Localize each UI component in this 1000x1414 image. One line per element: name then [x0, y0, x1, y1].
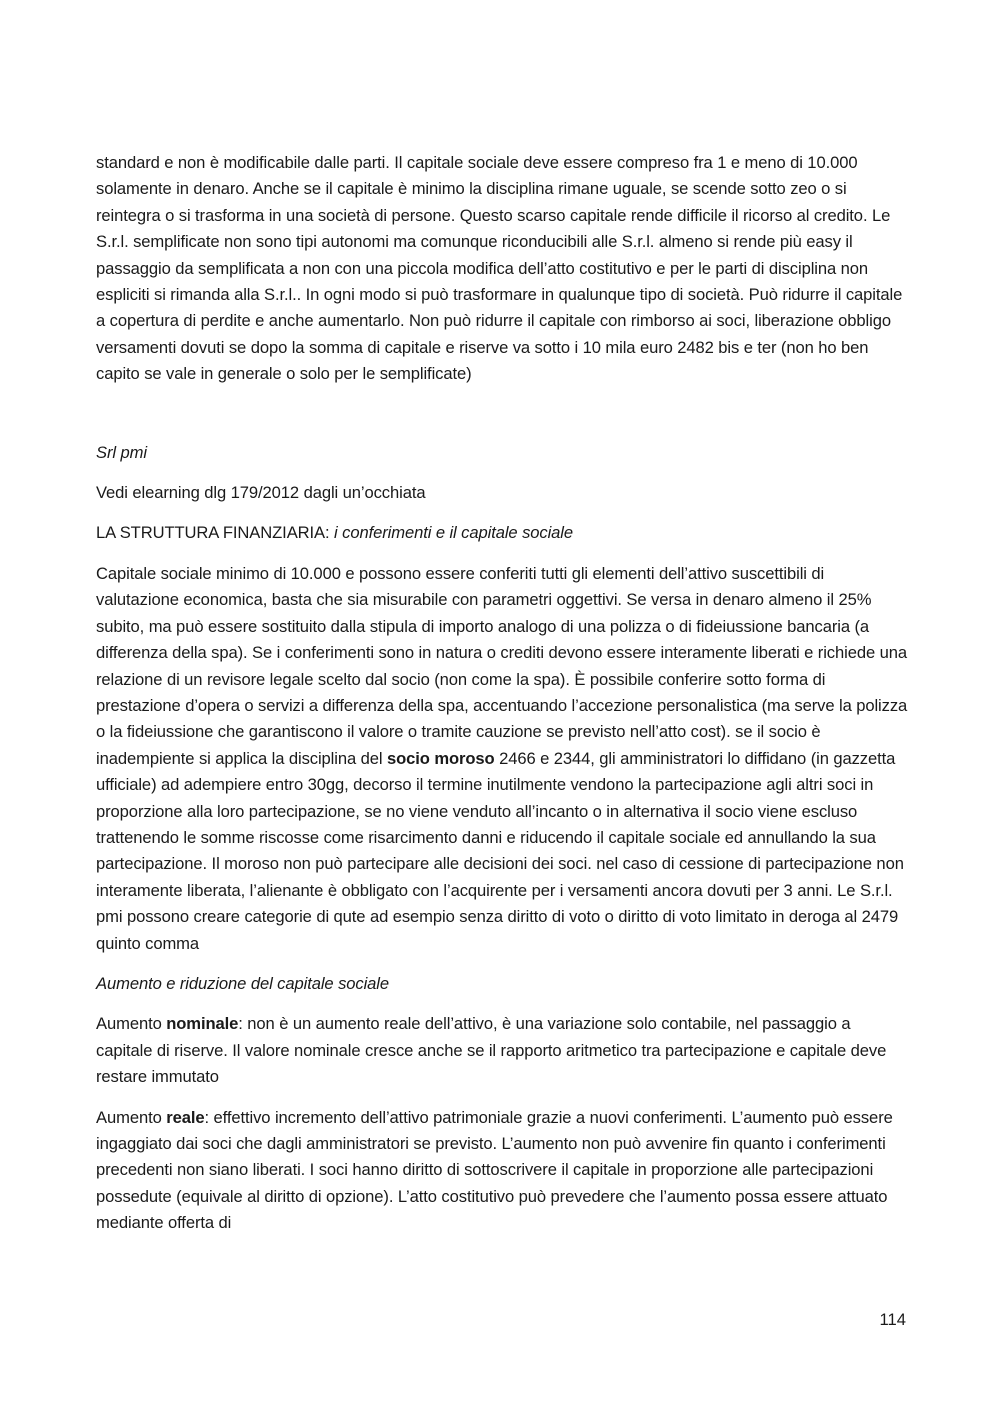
nominale-rest: : non è un aumento reale dell’attivo, è una variazione solo contabile, nel passaggio a capitale di riserve. Il valore nominale cresce anche se il rapporto aritmetico tra partecipazione e capitale deve restare immutato [96, 1014, 887, 1087]
paragraph-aumento-reale [96, 1105, 908, 1237]
paragraph-aumento-nominale [96, 1011, 908, 1090]
heading-aumento-riduzione: Aumento e riduzione del capitale sociale [96, 973, 390, 993]
heading-srl-pmi: Srl pmi [96, 442, 147, 462]
nominale-prefix: Aumento [96, 1014, 167, 1034]
spacer [96, 388, 908, 440]
spacer [96, 957, 908, 971]
page-number: 114 [879, 1310, 906, 1329]
nominale-bold: nominale [166, 1014, 239, 1034]
socio-moroso-bold: socio moroso [386, 748, 495, 768]
reale-bold: reale [166, 1107, 205, 1127]
spacer [96, 506, 908, 520]
spacer [96, 547, 908, 561]
document-page-body [96, 150, 908, 1237]
paragraph-semplificate: standard e non è modificabile dalle parti. Il capitale sociale deve essere compreso fra 1 e meno di 10.000 solamente in denaro. Anche se il capitale è minimo la disciplina rimane uguale, se scende sotto zeo o si reintegra o si trasforma in una società di persone. Questo scarso capitale rende difficile il ricorso al credito. Le S.r.l. semplificate non sono tipi autonomi ma comunque riconducibili alle S.r.l. almeno si rende più easy il passaggio da semplificata a non con una piccola modifica dell’atto costitutivo e per le parti di disciplina non espliciti si rimanda alla S.r.l.. In ogni modo si può trasformare in qualunque tipo di società. Può ridurre il capitale a copertura di perdite e anche aumentarlo. Non può ridurre il capitale con rimborso ai soci, liberazione obbligo versamenti dovuti se dopo la somma di capitale e riserve va sotto i 10 mila euro 2482 bis e ter (non ho ben capito se vale in generale o solo per le semplificate) [96, 153, 903, 384]
capitale-text-part1: Capitale sociale minimo di 10.000 e possono essere conferiti tutti gli elementi dell’attivo suscettibili di valutazione economica, basta che sia misurabile con parametri oggettivi. Se versa in denaro almeno il 25% subito, ma può essere sostituito dalla stipula di importo analogo di una polizza o di fideiussione bancaria (a differenza della spa). Se i conferimenti sono in natura o crediti devono essere interamente liberati e richiede una relazione di un revisore legale scelto dal socio (non come la spa). È possibile conferire sotto forma di prestazione d’opera o servizi a differenza della spa, accentuando l’accezione personalistica (ma serve la polizza o la fideiussione che garantiscono il valore o tramite cauzione se previsto nell’atto cost). se il socio è inadempiente si applica la disciplina del [96, 563, 908, 768]
capitale-text-part2: 2466 e 2344, gli amministratori lo diffidano (in gazzetta ufficiale) ad adempiere entro 30gg, decorso il termine inutilmente vendono la partecipazione agli altri soci in proporzione alla loro partecipazione, se no viene venduto all’incanto o in alternativa il socio viene escluso trattenendo le somme riscosse come risarcimento danni e riducendo il capitale sociale ed annullando la sua partecipazione. Il moroso non può partecipare alle decisioni dei soci. nel caso di cessione di partecipazione non interamente liberata, l’alienante è obbligato con l’acquirente per i versamenti ancora dovuti per 3 anni. Le S.r.l. pmi possono creare categorie di qute ad esempio senza diritto di voto o diritto di voto limitato in deroga al 2479 quinto comma [96, 748, 904, 953]
paragraph-capitale-sociale [96, 561, 908, 957]
spacer [96, 1091, 908, 1105]
heading-struttura-prefix: LA STRUTTURA FINANZIARIA: [96, 523, 335, 543]
reale-prefix: Aumento [96, 1107, 167, 1127]
spacer [96, 997, 908, 1011]
heading-struttura-finanziaria [96, 520, 908, 546]
paragraph-vedi-elearning: Vedi elearning dlg 179/2012 dagli un’occhiata [96, 483, 426, 503]
heading-struttura-italic: i conferimenti e il capitale sociale [334, 523, 574, 543]
reale-rest: : effettivo incremento dell’attivo patrimoniale grazie a nuovi conferimenti. L’aumento può essere ingaggiato dai soci che dagli amministratori se previsto. L’aumento non può avvenire fin quanto i conferimenti precedenti non siano liberati. I soci hanno diritto di sottoscrivere il capitale in proporzione alle partecipazioni possedute (equivale al diritto di opzione). L’atto costitutivo può prevedere che l’aumento possa essere attuato mediante offerta di [96, 1107, 893, 1233]
spacer [96, 466, 908, 480]
